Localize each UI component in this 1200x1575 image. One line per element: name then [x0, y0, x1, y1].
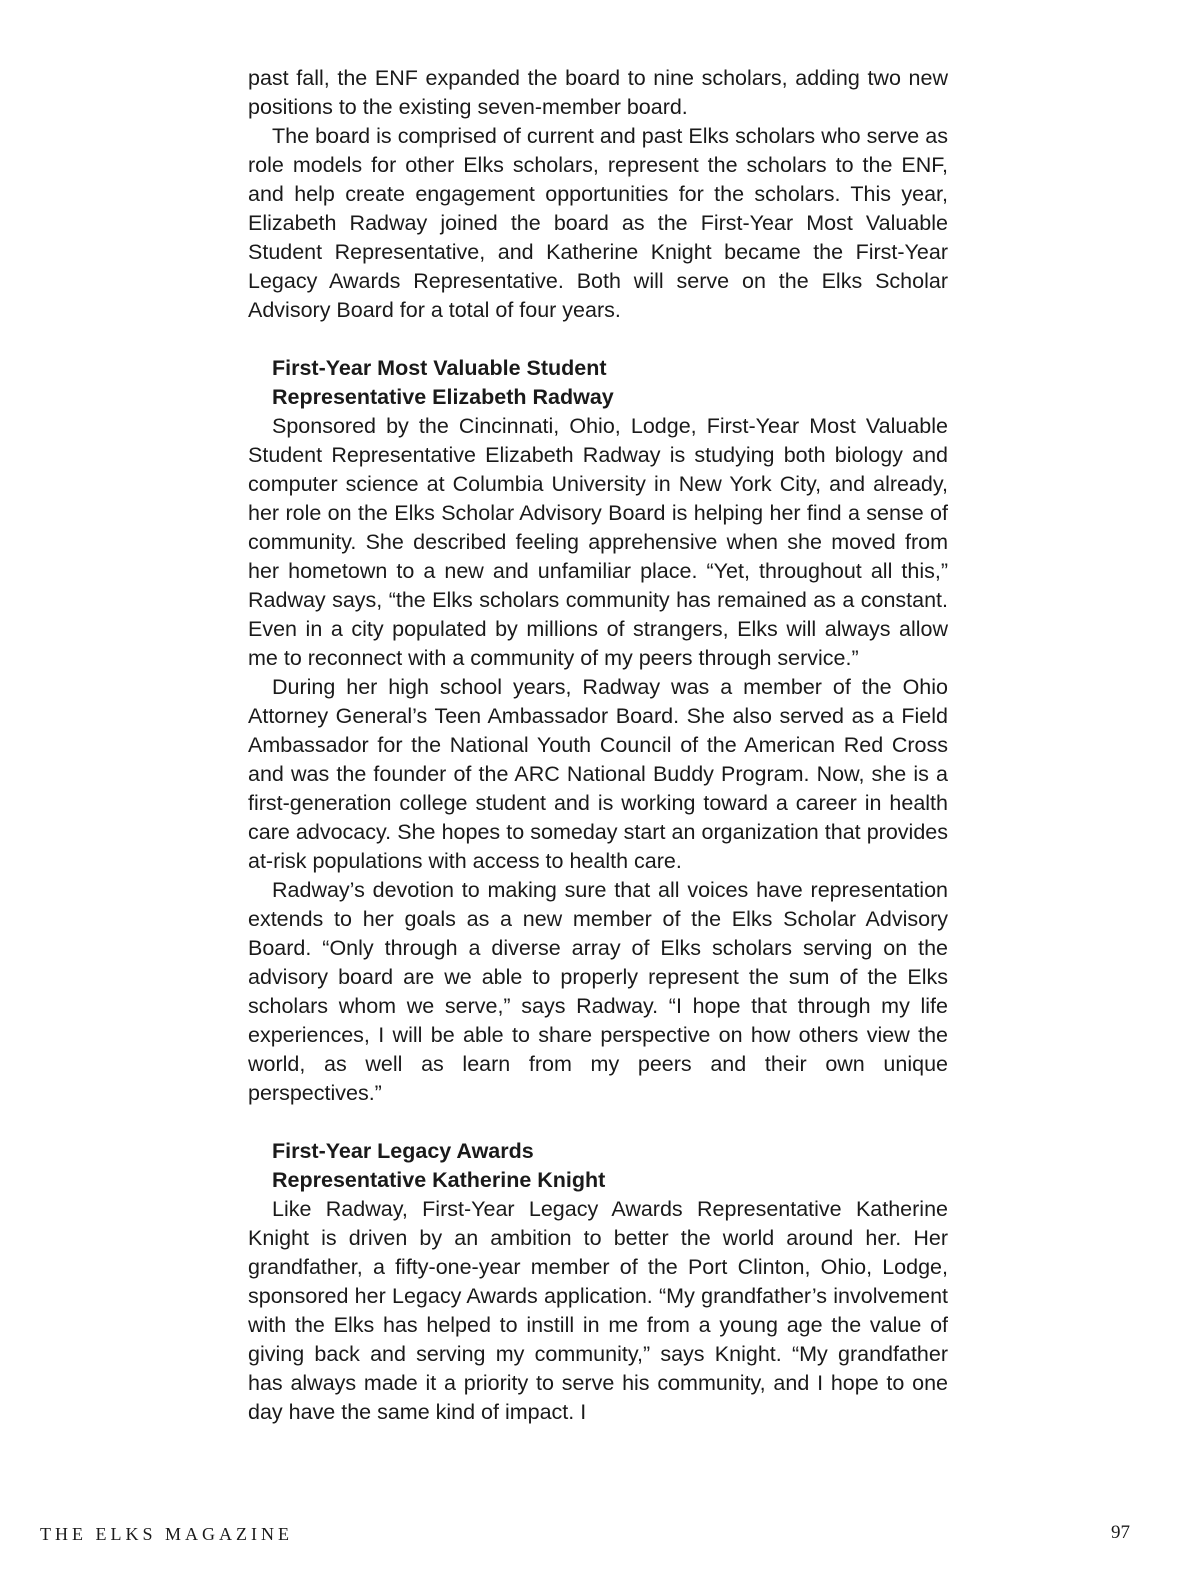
section-gap [248, 325, 948, 354]
paragraph-radway-goals: Radway’s devotion to making sure that all voices have representation extends to her goals as a new member of the Elks Scholar Advisory Board. “Only through a diverse array of Elks scholars serving on the advisory board are we able to properly represent the sum of the Elks scholars whom we serve,” says Radway. “I hope that through my life experiences, I will be able to share perspective on how others view the world, as well as learn from my peers and their own unique perspectives.” [248, 878, 948, 1105]
article-column [248, 64, 948, 1427]
paragraph-continuation: past fall, the ENF expanded the board to nine scholars, adding two new positions to the existing seven-member board. [248, 66, 948, 119]
paragraph-radway-intro: Sponsored by the Cincinnati, Ohio, Lodge, First-Year Most Valuable Student Representative Elizabeth Radway is studying both biology and computer science at Columbia University in New York City, and already, her role on the Elks Scholar Advisory Board is helping her find a sense of community. She described feeling apprehensive when she moved from her hometown to a new and unfamiliar place. “Yet, throughout all this,” Radway says, “the Elks scholars community has remained as a constant. Even in a city populated by millions of strangers, Elks will always allow me to reconnect with a community of my peers through service.” [248, 414, 948, 670]
paragraph-board-description: The board is comprised of current and past Elks scholars who serve as role models for other Elks scholars, represent the scholars to the ENF, and help create engagement opportunities for the scholars. This year, Elizabeth Radway joined the board as the First-Year Most Valuable Student Representative, and Katherine Knight became the First-Year Legacy Awards Representative. Both will serve on the Elks Scholar Advisory Board for a total of four years. [248, 124, 948, 322]
page-number: 97 [1111, 1522, 1130, 1543]
section-heading-radway-line1: First-Year Most Valuable Student [272, 356, 607, 380]
magazine-title: THE ELKS MAGAZINE [40, 1524, 293, 1544]
paragraph-radway-background: During her high school years, Radway was a member of the Ohio Attorney General’s Teen Ambassador Board. She also served as a Field Ambassador for the National Youth Council of the American Red Cross and was the founder of the ARC National Buddy Program. Now, she is a first-generation college student and is working toward a career in health care advocacy. She hopes to someday start an organization that provides at-risk populations with access to health care. [248, 675, 948, 873]
section-heading-knight-line1: First-Year Legacy Awards [272, 1139, 534, 1163]
section-heading-radway-line2: Representative Elizabeth Radway [272, 385, 614, 409]
section-heading-knight-line2: Representative Katherine Knight [272, 1168, 606, 1192]
paragraph-knight-intro: Like Radway, First-Year Legacy Awards Representative Katherine Knight is driven by an ambition to better the world around her. Her grandfather, a fifty-one-year member of the Port Clinton, Ohio, Lodge, sponsored her Legacy Awards application. “My grandfather’s involvement with the Elks has helped to instill in me from a young age the value of giving back and serving my community,” says Knight. “My grandfather has always made it a priority to serve his community, and I hope to one day have the same kind of impact. I [248, 1197, 948, 1424]
section-gap [248, 1108, 948, 1137]
